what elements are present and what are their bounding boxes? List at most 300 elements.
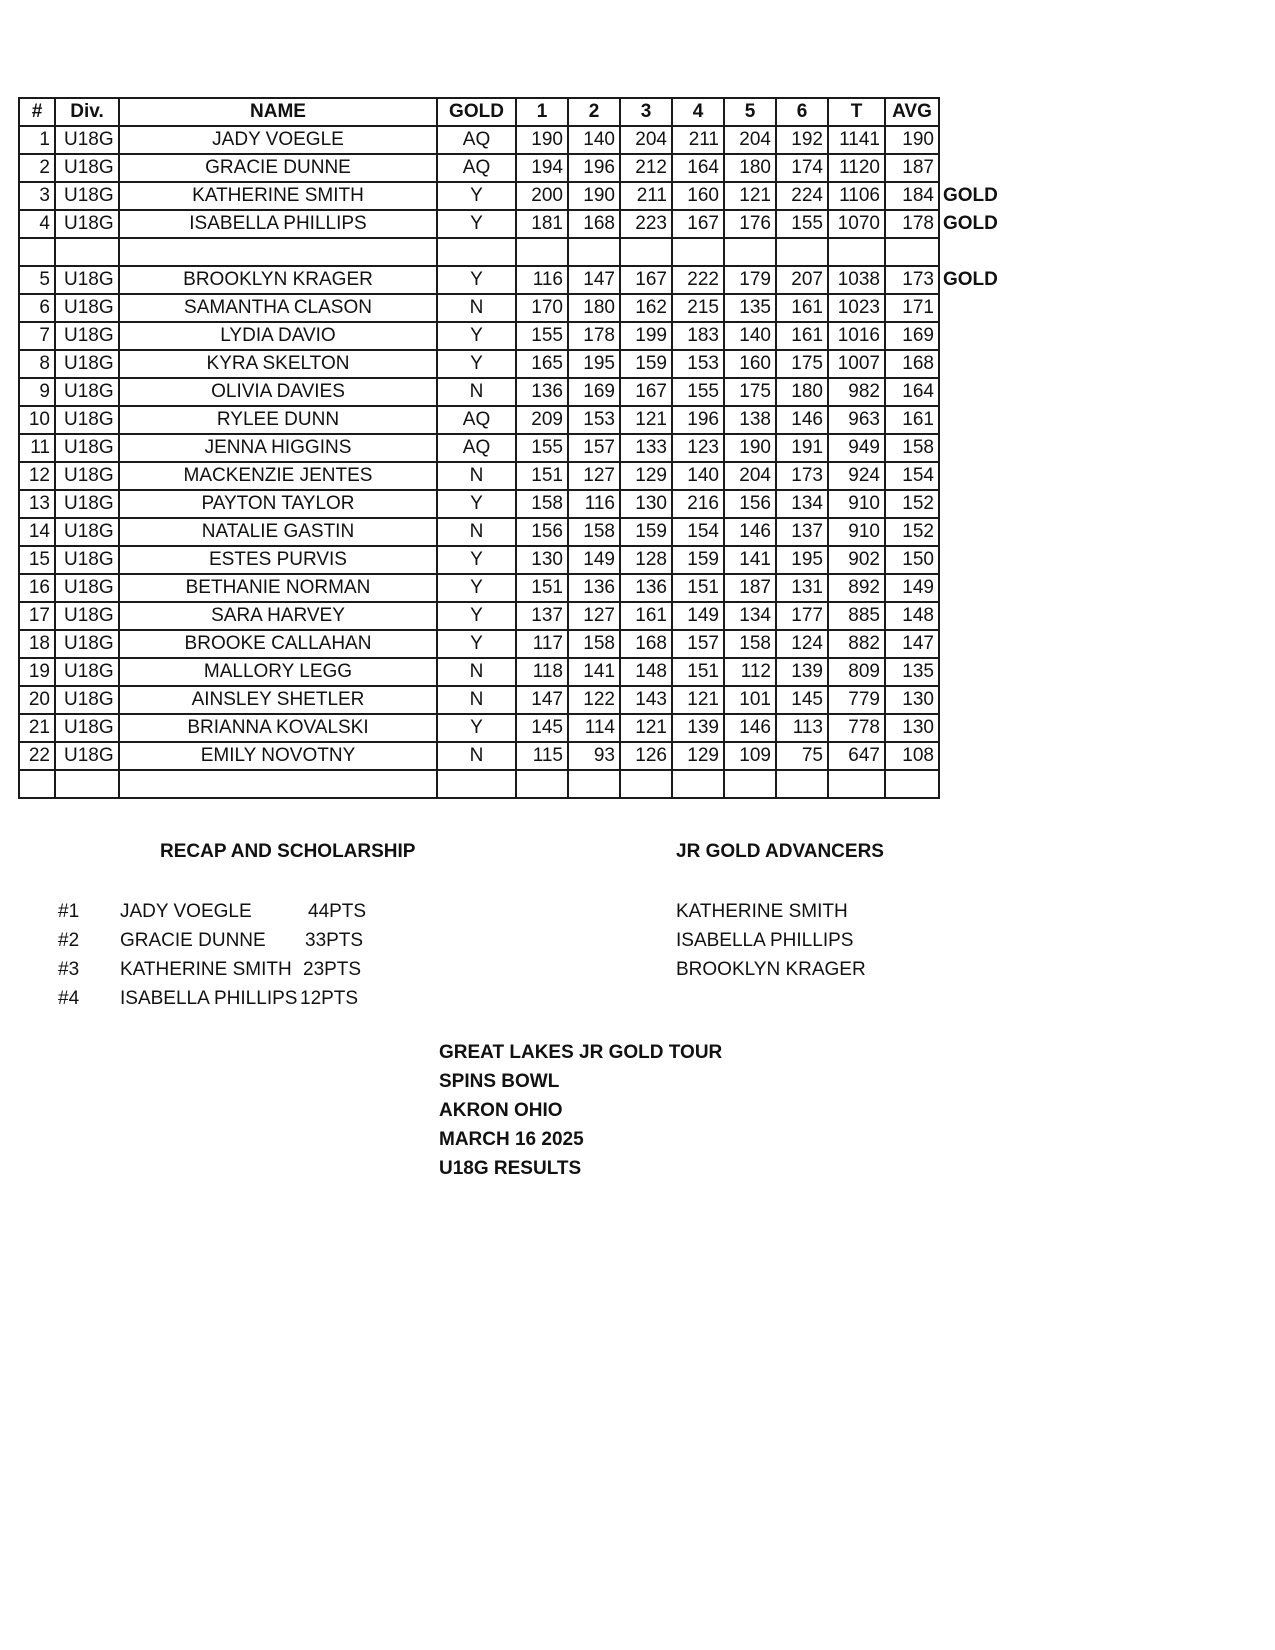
cell-game-5: 190 (724, 434, 776, 462)
cell-gold: N (437, 294, 516, 322)
table-row (19, 406, 1002, 434)
table-row (19, 602, 1002, 630)
cell-gold: N (437, 686, 516, 714)
cell-game-5: 156 (724, 490, 776, 518)
table-row (19, 210, 1002, 238)
cell-note: GOLD (943, 269, 998, 290)
table-row (19, 434, 1002, 462)
cell-game-6 (776, 770, 828, 798)
cell-division: U18G (55, 518, 119, 546)
table-row (19, 182, 1002, 210)
recap-name: JADY VOEGLE (120, 901, 252, 922)
table-row (19, 154, 1002, 182)
cell-note (939, 658, 1002, 686)
cell-game-4: 153 (672, 350, 724, 378)
cell-game-6: 161 (776, 294, 828, 322)
table-row (19, 658, 1002, 686)
cell-note (939, 378, 1002, 406)
cell-division: U18G (55, 378, 119, 406)
cell-game-2: 114 (568, 714, 620, 742)
cell-average: 152 (885, 490, 939, 518)
cell-total: 910 (828, 490, 885, 518)
cell-game-4 (672, 770, 724, 798)
cell-game-2: 127 (568, 602, 620, 630)
cell-total: 1141 (828, 126, 885, 154)
cell-average: 130 (885, 686, 939, 714)
cell-game-1: 200 (516, 182, 568, 210)
cell-average: 187 (885, 154, 939, 182)
table-row (19, 126, 1002, 154)
header-average: AVG (885, 98, 939, 126)
cell-game-2: 122 (568, 686, 620, 714)
cell-game-4: 222 (672, 266, 724, 294)
cell-game-4: 160 (672, 182, 724, 210)
cell-game-3: 130 (620, 490, 672, 518)
cell-note (939, 686, 1002, 714)
advancer-name: BROOKLYN KRAGER (676, 959, 866, 980)
cell-name: MALLORY LEGG (119, 658, 437, 686)
cell-rank (19, 238, 55, 266)
cell-name: BROOKE CALLAHAN (119, 630, 437, 658)
cell-rank: 21 (19, 714, 55, 742)
cell-division: U18G (55, 602, 119, 630)
cell-rank: 22 (19, 742, 55, 770)
cell-note (939, 126, 1002, 154)
cell-game-5: 187 (724, 574, 776, 602)
results-body (19, 126, 1002, 798)
cell-rank: 16 (19, 574, 55, 602)
header-total: T (828, 98, 885, 126)
cell-rank: 15 (19, 546, 55, 574)
cell-game-5: 141 (724, 546, 776, 574)
cell-game-2: 136 (568, 574, 620, 602)
cell-note (939, 630, 1002, 658)
cell-game-5 (724, 238, 776, 266)
cell-game-1 (516, 238, 568, 266)
cell-game-5: 146 (724, 518, 776, 546)
cell-game-1: 158 (516, 490, 568, 518)
cell-game-6: 155 (776, 210, 828, 238)
cell-game-4: 215 (672, 294, 724, 322)
cell-total: 885 (828, 602, 885, 630)
cell-gold: AQ (437, 154, 516, 182)
cell-division: U18G (55, 182, 119, 210)
cell-note (939, 350, 1002, 378)
table-row (19, 742, 1002, 770)
cell-gold (437, 770, 516, 798)
cell-game-5: 112 (724, 658, 776, 686)
cell-gold: AQ (437, 126, 516, 154)
cell-division: U18G (55, 350, 119, 378)
cell-note (939, 406, 1002, 434)
recap-rank: #1 (58, 901, 80, 922)
cell-average: 154 (885, 462, 939, 490)
cell-game-6: 161 (776, 322, 828, 350)
advancers-list (676, 897, 866, 984)
cell-game-3: 223 (620, 210, 672, 238)
cell-game-5: 175 (724, 378, 776, 406)
table-blank-row (19, 238, 1002, 266)
cell-game-1: 117 (516, 630, 568, 658)
cell-game-1: 116 (516, 266, 568, 294)
cell-game-2: 168 (568, 210, 620, 238)
cell-rank: 7 (19, 322, 55, 350)
cell-game-6: 139 (776, 658, 828, 686)
cell-game-5: 135 (724, 294, 776, 322)
cell-game-4: 167 (672, 210, 724, 238)
table-header-row (19, 98, 1002, 126)
recap-points: 12PTS (300, 988, 359, 1009)
cell-total: 1120 (828, 154, 885, 182)
recap-rank: #2 (58, 930, 80, 951)
cell-game-6: 124 (776, 630, 828, 658)
cell-game-2: 140 (568, 126, 620, 154)
cell-total: 910 (828, 518, 885, 546)
cell-rank: 11 (19, 434, 55, 462)
header-rank: # (19, 98, 55, 126)
cell-game-1: 118 (516, 658, 568, 686)
cell-game-2: 93 (568, 742, 620, 770)
recap-rank: #3 (58, 959, 80, 980)
cell-game-5: 160 (724, 350, 776, 378)
cell-name (119, 770, 437, 798)
cell-game-3: 199 (620, 322, 672, 350)
cell-game-3: 161 (620, 602, 672, 630)
cell-note (939, 742, 1002, 770)
cell-game-5: 146 (724, 714, 776, 742)
cell-game-2 (568, 770, 620, 798)
cell-note (939, 714, 1002, 742)
cell-rank: 17 (19, 602, 55, 630)
table-row (19, 490, 1002, 518)
cell-game-6: 173 (776, 462, 828, 490)
cell-game-1: 137 (516, 602, 568, 630)
cell-game-3 (620, 770, 672, 798)
cell-average: 169 (885, 322, 939, 350)
cell-game-2: 153 (568, 406, 620, 434)
cell-game-1: 130 (516, 546, 568, 574)
cell-total: 778 (828, 714, 885, 742)
cell-gold: N (437, 658, 516, 686)
cell-gold: Y (437, 490, 516, 518)
advancer-name: KATHERINE SMITH (676, 901, 848, 922)
recap-item (58, 984, 388, 1013)
cell-game-4: 151 (672, 574, 724, 602)
cell-game-3: 121 (620, 714, 672, 742)
cell-division: U18G (55, 686, 119, 714)
cell-gold: Y (437, 630, 516, 658)
cell-game-1: 155 (516, 322, 568, 350)
cell-game-2: 178 (568, 322, 620, 350)
cell-gold: N (437, 742, 516, 770)
cell-game-6: 113 (776, 714, 828, 742)
cell-game-3: 167 (620, 266, 672, 294)
table-row (19, 322, 1002, 350)
cell-game-1: 147 (516, 686, 568, 714)
cell-division: U18G (55, 658, 119, 686)
table-row (19, 462, 1002, 490)
cell-note (939, 294, 1002, 322)
cell-game-4: 183 (672, 322, 724, 350)
header-gold: GOLD (437, 98, 516, 126)
cell-average: 158 (885, 434, 939, 462)
cell-gold: Y (437, 322, 516, 350)
cell-gold: Y (437, 602, 516, 630)
cell-game-4: 216 (672, 490, 724, 518)
cell-game-6: 195 (776, 546, 828, 574)
event-venue: SPINS BOWL (439, 1071, 560, 1092)
cell-gold: Y (437, 574, 516, 602)
cell-rank: 4 (19, 210, 55, 238)
table-row (19, 630, 1002, 658)
cell-division: U18G (55, 322, 119, 350)
cell-note (939, 574, 1002, 602)
cell-game-1 (516, 770, 568, 798)
cell-note (939, 518, 1002, 546)
cell-division: U18G (55, 434, 119, 462)
header-game-6: 6 (776, 98, 828, 126)
advancers-title: JR GOLD ADVANCERS (676, 841, 884, 862)
cell-game-5: 121 (724, 182, 776, 210)
cell-rank: 5 (19, 266, 55, 294)
cell-division: U18G (55, 574, 119, 602)
cell-rank: 13 (19, 490, 55, 518)
cell-game-4: 121 (672, 686, 724, 714)
cell-total: 1070 (828, 210, 885, 238)
table-row (19, 546, 1002, 574)
cell-game-4: 159 (672, 546, 724, 574)
cell-name: SAMANTHA CLASON (119, 294, 437, 322)
cell-total: 1023 (828, 294, 885, 322)
header-game-2: 2 (568, 98, 620, 126)
cell-game-4 (672, 238, 724, 266)
cell-game-1: 170 (516, 294, 568, 322)
header-game-4: 4 (672, 98, 724, 126)
cell-gold: Y (437, 350, 516, 378)
table-row (19, 686, 1002, 714)
recap-name: KATHERINE SMITH (120, 959, 292, 980)
cell-note (939, 602, 1002, 630)
cell-game-3: 128 (620, 546, 672, 574)
cell-game-4: 211 (672, 126, 724, 154)
cell-game-6: 180 (776, 378, 828, 406)
cell-game-2: 196 (568, 154, 620, 182)
cell-game-1: 145 (516, 714, 568, 742)
cell-note (939, 770, 1002, 798)
cell-game-2: 169 (568, 378, 620, 406)
cell-average: 190 (885, 126, 939, 154)
cell-game-1: 136 (516, 378, 568, 406)
cell-average: 173 (885, 266, 939, 294)
cell-game-6: 145 (776, 686, 828, 714)
cell-game-1: 151 (516, 574, 568, 602)
cell-note (939, 434, 1002, 462)
cell-game-2 (568, 238, 620, 266)
cell-total: 982 (828, 378, 885, 406)
cell-name: KATHERINE SMITH (119, 182, 437, 210)
cell-average: 130 (885, 714, 939, 742)
cell-game-4: 151 (672, 658, 724, 686)
cell-average (885, 770, 939, 798)
table-row (19, 574, 1002, 602)
cell-name: JENNA HIGGINS (119, 434, 437, 462)
cell-game-5: 109 (724, 742, 776, 770)
cell-game-6: 177 (776, 602, 828, 630)
cell-game-2: 141 (568, 658, 620, 686)
cell-name: NATALIE GASTIN (119, 518, 437, 546)
table-row (19, 350, 1002, 378)
cell-total: 949 (828, 434, 885, 462)
cell-game-3: 211 (620, 182, 672, 210)
cell-division: U18G (55, 266, 119, 294)
cell-game-5: 101 (724, 686, 776, 714)
cell-game-5: 140 (724, 322, 776, 350)
cell-note (939, 546, 1002, 574)
cell-game-4: 129 (672, 742, 724, 770)
cell-rank: 19 (19, 658, 55, 686)
cell-rank: 18 (19, 630, 55, 658)
cell-name: AINSLEY SHETLER (119, 686, 437, 714)
cell-game-2: 147 (568, 266, 620, 294)
cell-name: BETHANIE NORMAN (119, 574, 437, 602)
table-row (19, 266, 1002, 294)
cell-rank: 10 (19, 406, 55, 434)
cell-rank: 20 (19, 686, 55, 714)
cell-average (885, 238, 939, 266)
cell-game-5: 180 (724, 154, 776, 182)
cell-gold (437, 238, 516, 266)
header-game-1: 1 (516, 98, 568, 126)
cell-division (55, 238, 119, 266)
cell-average: 178 (885, 210, 939, 238)
cell-game-5 (724, 770, 776, 798)
cell-game-4: 155 (672, 378, 724, 406)
cell-gold: AQ (437, 434, 516, 462)
cell-gold: Y (437, 266, 516, 294)
cell-rank: 3 (19, 182, 55, 210)
cell-game-1: 115 (516, 742, 568, 770)
cell-total: 1007 (828, 350, 885, 378)
cell-game-5: 134 (724, 602, 776, 630)
cell-division: U18G (55, 294, 119, 322)
cell-game-2: 157 (568, 434, 620, 462)
cell-game-6: 137 (776, 518, 828, 546)
cell-game-1: 156 (516, 518, 568, 546)
cell-game-4: 140 (672, 462, 724, 490)
cell-average: 135 (885, 658, 939, 686)
cell-name: PAYTON TAYLOR (119, 490, 437, 518)
recap-list (58, 897, 388, 1013)
cell-game-6: 134 (776, 490, 828, 518)
cell-total: 892 (828, 574, 885, 602)
cell-game-5: 158 (724, 630, 776, 658)
cell-rank: 6 (19, 294, 55, 322)
cell-game-6: 192 (776, 126, 828, 154)
cell-note (939, 490, 1002, 518)
cell-game-2: 195 (568, 350, 620, 378)
cell-average: 150 (885, 546, 939, 574)
cell-game-5: 204 (724, 126, 776, 154)
cell-name: JADY VOEGLE (119, 126, 437, 154)
cell-game-3: 136 (620, 574, 672, 602)
cell-game-4: 196 (672, 406, 724, 434)
cell-name: KYRA SKELTON (119, 350, 437, 378)
cell-game-2: 116 (568, 490, 620, 518)
cell-game-3: 121 (620, 406, 672, 434)
recap-rank: #4 (58, 988, 80, 1009)
cell-game-6: 75 (776, 742, 828, 770)
cell-name: ISABELLA PHILLIPS (119, 210, 437, 238)
results-table (18, 97, 1003, 799)
cell-game-4: 164 (672, 154, 724, 182)
cell-division (55, 770, 119, 798)
header-name: NAME (119, 98, 437, 126)
event-division-results: U18G RESULTS (439, 1158, 582, 1179)
event-info (439, 1038, 722, 1183)
cell-average: 171 (885, 294, 939, 322)
cell-name: MACKENZIE JENTES (119, 462, 437, 490)
cell-gold: N (437, 462, 516, 490)
event-tour-name: GREAT LAKES JR GOLD TOUR (439, 1042, 723, 1063)
recap-item (58, 926, 388, 955)
cell-name: SARA HARVEY (119, 602, 437, 630)
cell-total: 882 (828, 630, 885, 658)
cell-total (828, 770, 885, 798)
cell-division: U18G (55, 546, 119, 574)
cell-gold: Y (437, 714, 516, 742)
header-game-3: 3 (620, 98, 672, 126)
cell-division: U18G (55, 154, 119, 182)
cell-average: 184 (885, 182, 939, 210)
cell-game-3: 129 (620, 462, 672, 490)
table-row (19, 518, 1002, 546)
cell-note (939, 462, 1002, 490)
cell-gold: Y (437, 182, 516, 210)
cell-total: 779 (828, 686, 885, 714)
cell-division: U18G (55, 630, 119, 658)
cell-total: 647 (828, 742, 885, 770)
recap-item (58, 897, 388, 926)
cell-total: 1016 (828, 322, 885, 350)
recap-name: ISABELLA PHILLIPS (120, 988, 298, 1009)
header-note-spacer (939, 98, 1002, 126)
cell-note (939, 322, 1002, 350)
cell-division: U18G (55, 210, 119, 238)
cell-name: BRIANNA KOVALSKI (119, 714, 437, 742)
cell-game-5: 204 (724, 462, 776, 490)
table-row (19, 378, 1002, 406)
cell-game-3: 133 (620, 434, 672, 462)
cell-game-3: 168 (620, 630, 672, 658)
header-game-5: 5 (724, 98, 776, 126)
cell-rank: 2 (19, 154, 55, 182)
cell-game-1: 165 (516, 350, 568, 378)
cell-game-3: 159 (620, 350, 672, 378)
cell-gold: Y (437, 210, 516, 238)
cell-game-3: 148 (620, 658, 672, 686)
cell-note (939, 154, 1002, 182)
cell-name: GRACIE DUNNE (119, 154, 437, 182)
cell-game-4: 154 (672, 518, 724, 546)
cell-rank (19, 770, 55, 798)
cell-game-3: 143 (620, 686, 672, 714)
cell-game-3: 159 (620, 518, 672, 546)
cell-average: 108 (885, 742, 939, 770)
cell-game-1: 151 (516, 462, 568, 490)
cell-game-5: 138 (724, 406, 776, 434)
cell-average: 168 (885, 350, 939, 378)
cell-rank: 8 (19, 350, 55, 378)
